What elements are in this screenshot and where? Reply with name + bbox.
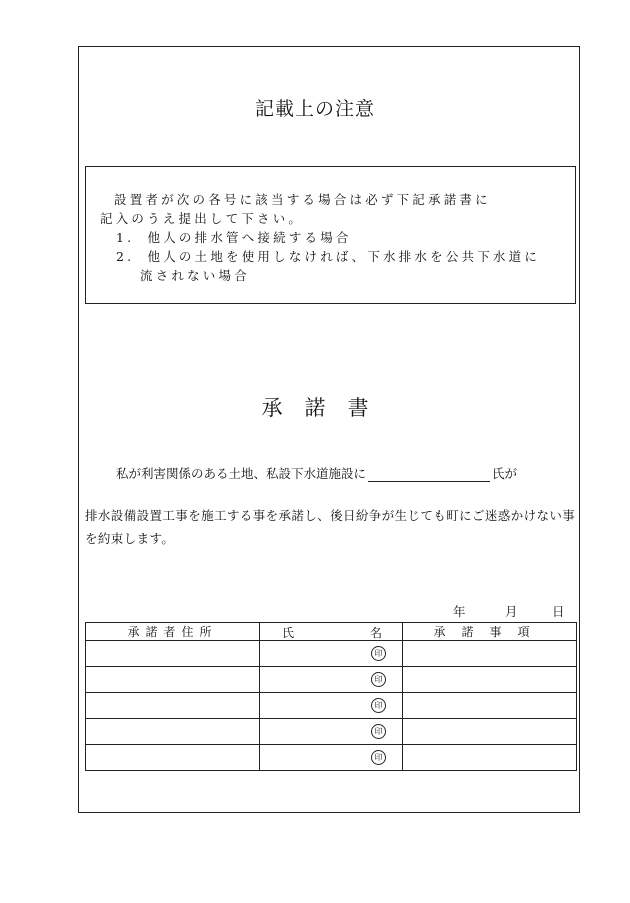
address-cell[interactable] <box>86 641 260 667</box>
name-cell[interactable] <box>260 693 403 719</box>
notice-title: 記載上の注意 <box>254 98 375 120</box>
notice-box <box>85 166 576 304</box>
item-cell[interactable] <box>403 745 577 771</box>
consent-line-1-suffix: 氏が <box>492 466 518 481</box>
notice-item-2 <box>116 247 540 265</box>
consent-title: 承諾書 <box>261 396 391 420</box>
seal-mark: 印 <box>371 698 386 713</box>
header-name-right: 名 <box>369 626 382 640</box>
date-year-label: 年 <box>453 604 466 619</box>
address-cell[interactable] <box>86 693 260 719</box>
table-row <box>86 667 577 693</box>
item-cell[interactable] <box>403 641 577 667</box>
date-day-label: 日 <box>552 604 565 619</box>
header-item: 承諾事項 <box>403 623 577 641</box>
item-cell[interactable] <box>403 719 577 745</box>
table-row <box>86 745 577 771</box>
notice-line-2: 記入のうえ提出して下さい。 <box>100 211 305 226</box>
name-cell[interactable] <box>260 641 403 667</box>
consent-paragraph: 排水設備設置工事を施工する事を承諾し、後日紛争が生じても町にご迷惑かけない事を約束します。 <box>85 508 576 546</box>
name-cell[interactable] <box>260 719 403 745</box>
seal-mark: 印 <box>371 724 386 739</box>
item-cell[interactable] <box>403 667 577 693</box>
seal-mark: 印 <box>371 750 386 765</box>
notice-item-2-continuation: 流されない場合 <box>140 268 250 283</box>
header-name <box>260 623 403 641</box>
table-row <box>86 719 577 745</box>
name-cell[interactable] <box>260 745 403 771</box>
address-cell[interactable] <box>86 745 260 771</box>
consent-line-1 <box>116 464 517 482</box>
notice-line-1: 設置者が次の各号に該当する場合は必ず下記承諾書に <box>114 192 491 207</box>
notice-item-1-text: 他人の排水管へ接続する場合 <box>147 230 352 245</box>
address-cell[interactable] <box>86 719 260 745</box>
table-row <box>86 693 577 719</box>
table-header-row <box>86 623 577 641</box>
notice-item-1-number: 1. <box>116 230 135 245</box>
header-address: 承諾者住所 <box>86 623 260 641</box>
date-month-label: 月 <box>505 604 518 619</box>
notice-item-2-number: 2. <box>116 249 135 264</box>
contractor-name-blank[interactable] <box>368 467 490 482</box>
notice-item-1 <box>116 228 352 246</box>
seal-mark: 印 <box>371 672 386 687</box>
notice-item-2-text: 他人の土地を使用しなければ、下水排水を公共下水道に <box>147 249 541 264</box>
address-cell[interactable] <box>86 667 260 693</box>
name-cell[interactable] <box>260 667 403 693</box>
table-row <box>86 641 577 667</box>
item-cell[interactable] <box>403 693 577 719</box>
consenter-table <box>85 622 577 771</box>
seal-mark: 印 <box>371 646 386 661</box>
consent-line-1-text: 私が利害関係のある土地、私設下水道施設に <box>116 466 367 481</box>
header-name-left: 氏 <box>282 626 295 640</box>
